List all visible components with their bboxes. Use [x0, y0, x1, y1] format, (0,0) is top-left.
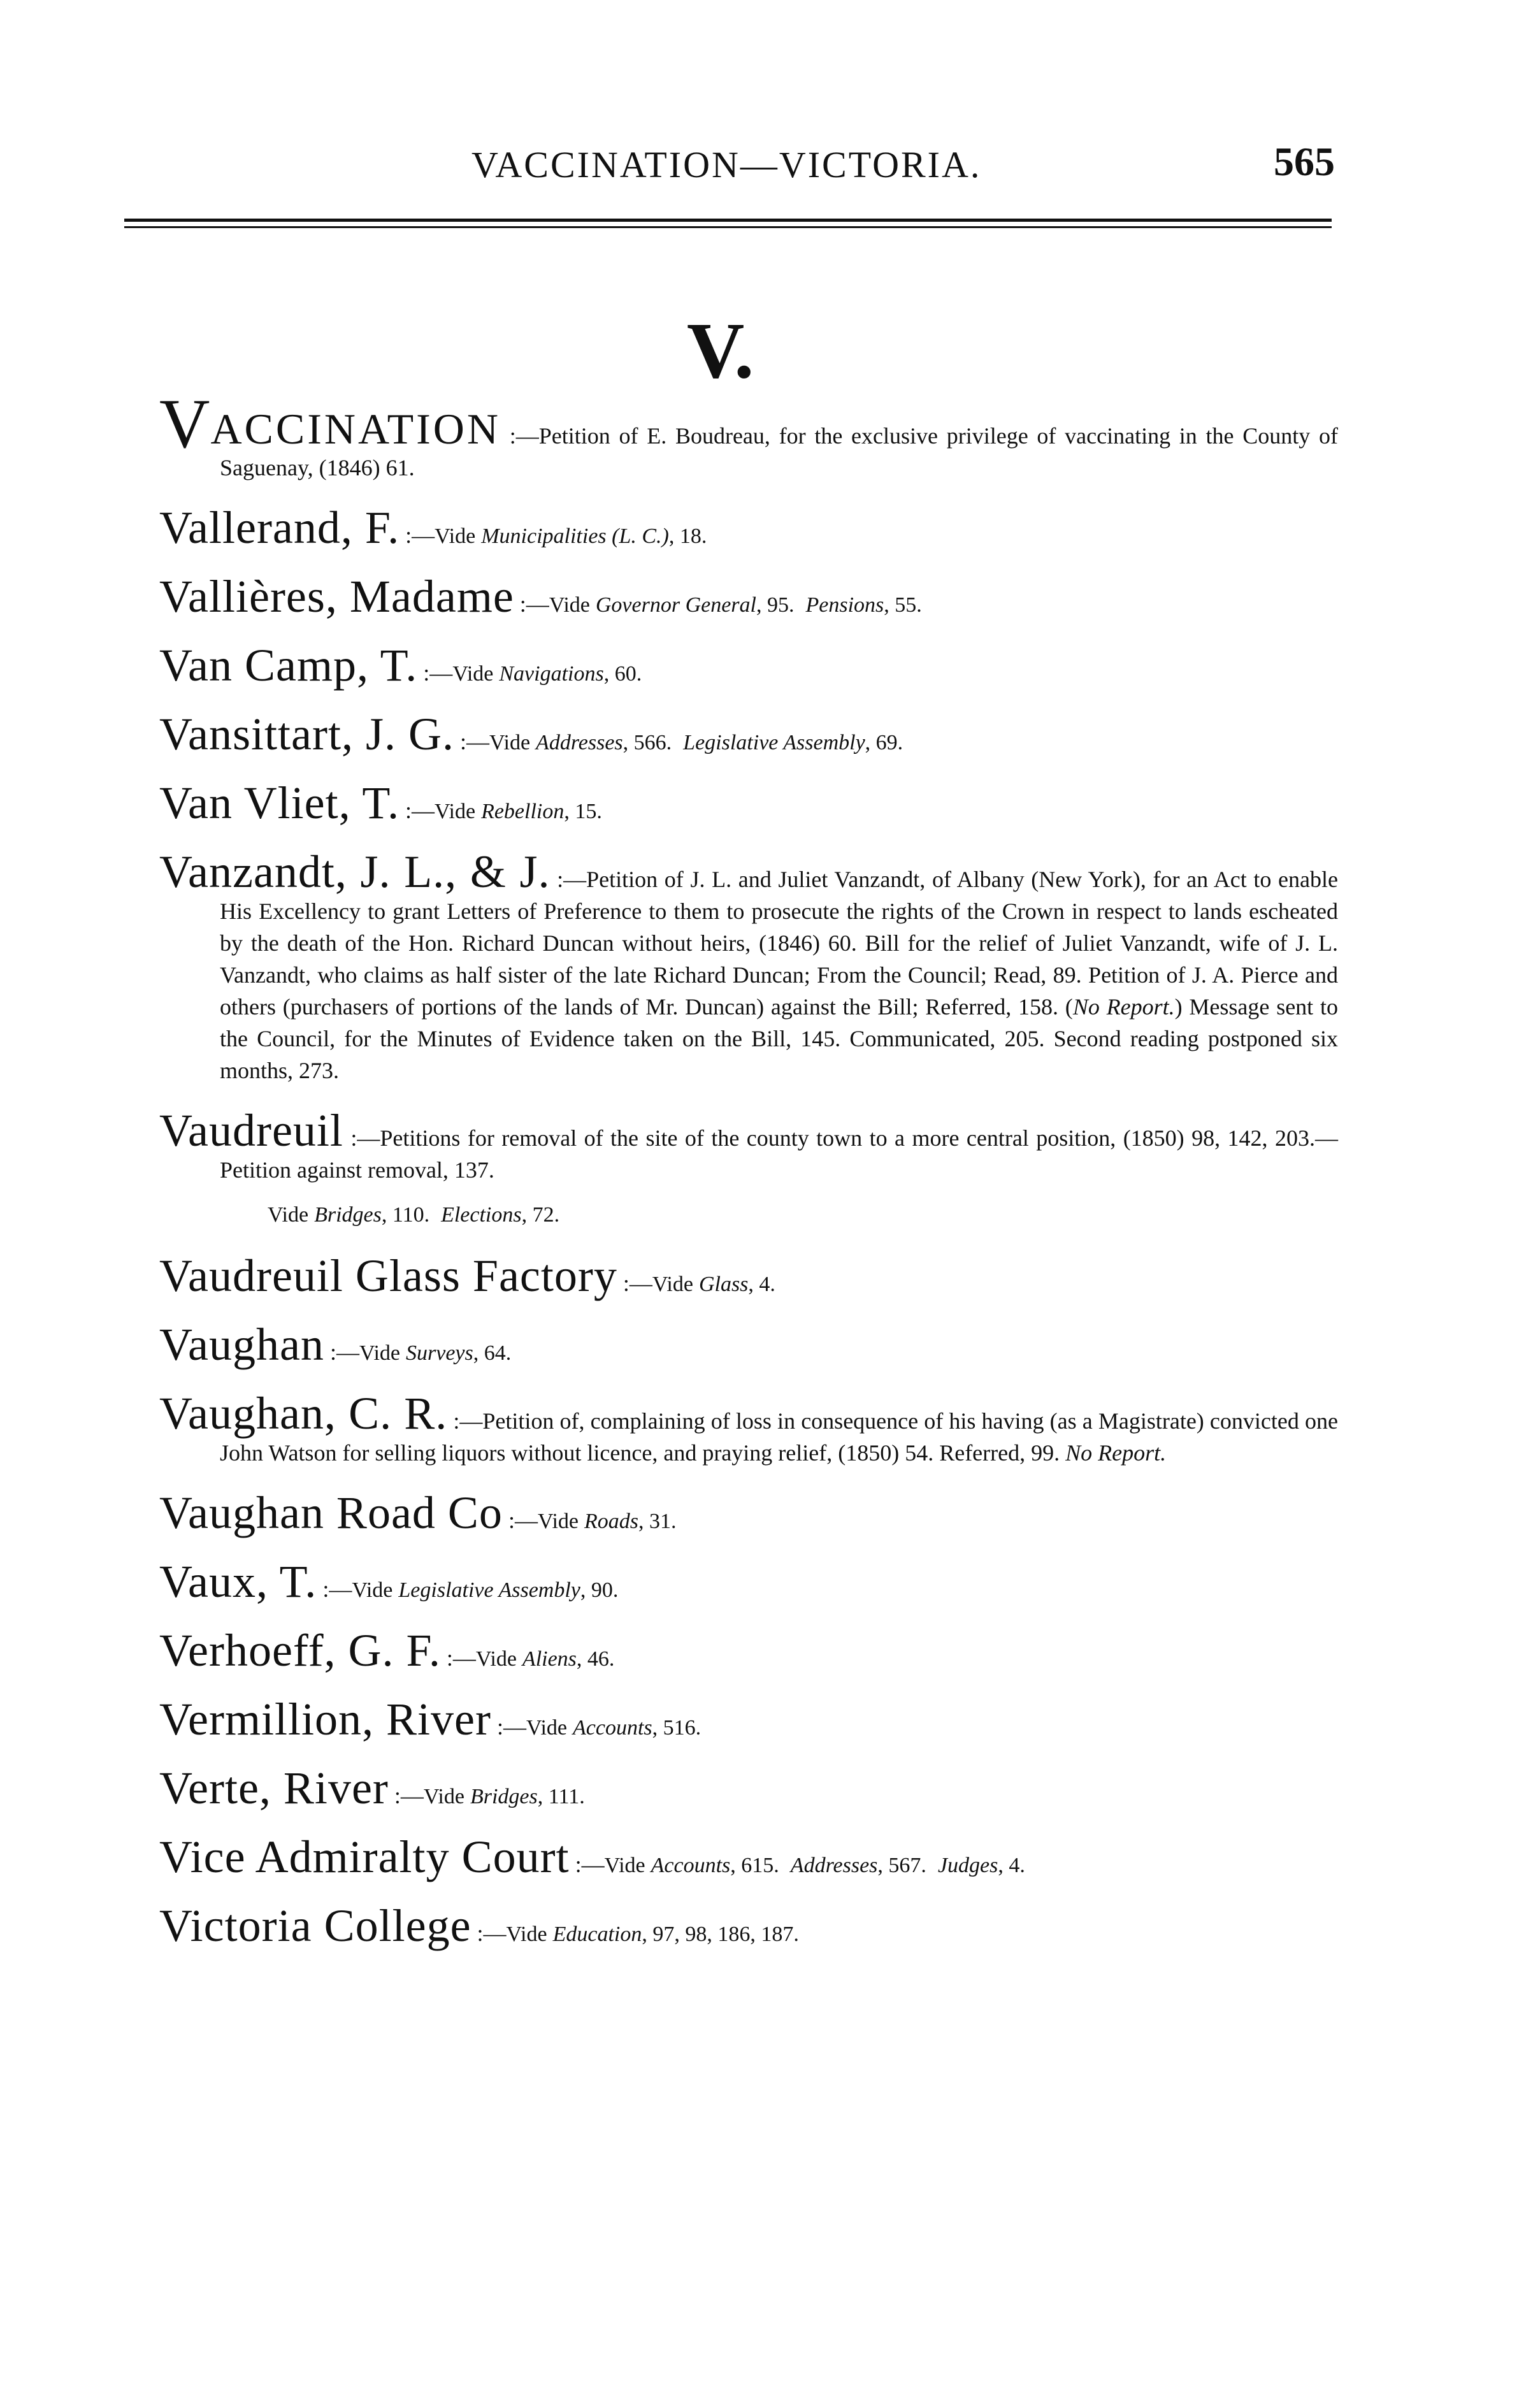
entry-separator: :— — [417, 660, 453, 686]
vide-label: Vide — [359, 1341, 401, 1365]
vide-label: Vide — [506, 1922, 547, 1946]
index-entry-vaughan — [159, 1319, 1338, 1370]
vide-label: Vide — [549, 593, 590, 617]
cross-reference: Legislative Assembly, 69. — [683, 731, 903, 754]
index-entry-van-vliet — [159, 777, 1338, 828]
entry-headword: Vermillion, River — [159, 1694, 491, 1745]
cross-reference: Bridges, 111. — [470, 1785, 585, 1808]
index-entry-vaccination — [159, 385, 1338, 484]
vide-label: Vide — [652, 1273, 693, 1296]
entry-separator: :— — [502, 1508, 538, 1533]
running-title: VACCINATION—VICTORIA. — [471, 144, 982, 185]
entry-headword: Vaudreuil Glass Factory — [159, 1250, 617, 1301]
index-entry-vallerand — [159, 502, 1338, 553]
cross-reference: Judges, 4. — [937, 1854, 1025, 1877]
vide-label: Vide — [435, 524, 476, 548]
entry-separator: :— — [388, 1783, 424, 1808]
entry-separator: :— — [514, 591, 549, 617]
index-entry-vallieres — [159, 571, 1338, 622]
no-report-note: No Report. — [1065, 1440, 1167, 1466]
entry-headword: Victoria College — [159, 1900, 471, 1951]
cross-reference: Elections, 72. — [441, 1203, 560, 1227]
entry-separator: :— — [317, 1576, 352, 1602]
index-entry-vaudreuil — [159, 1105, 1338, 1186]
entry-separator: :— — [440, 1645, 476, 1671]
entry-separator: :— — [491, 1714, 526, 1740]
entry-headword: Vansittart, J. G. — [159, 709, 454, 760]
entry-text: Petitions for removal of the site of the county town to a more central position, (1850) 98, 142, 203.—Petition against removal, 137. — [220, 1125, 1338, 1183]
vide-label: Vide — [475, 1647, 517, 1671]
cross-reference: Addresses, 567. — [790, 1854, 926, 1877]
vide-label: Vide — [435, 800, 476, 823]
index-entry-verhoeff — [159, 1625, 1338, 1676]
cross-reference: Navigations, 60. — [499, 662, 642, 686]
index-entry-vaughan-road-co — [159, 1487, 1338, 1538]
vide-label: Vide — [604, 1854, 645, 1877]
index-entry-van-camp — [159, 640, 1338, 691]
vide-label: Vide — [452, 662, 494, 686]
entry-headword: Vaughan, C. R. — [159, 1388, 448, 1439]
entry-headword: Vaux, T. — [159, 1556, 317, 1607]
entry-headword: Vanzandt, J. L., & J. — [159, 846, 551, 897]
header-rule — [124, 219, 1332, 222]
header-rule-thin — [124, 226, 1332, 228]
entry-headword: Vaughan Road Co — [159, 1487, 503, 1538]
no-report-note: No Report. — [1072, 994, 1175, 1020]
cross-reference: Aliens, 46. — [522, 1647, 615, 1671]
entry-separator: :— — [447, 1408, 483, 1434]
entry-separator: :— — [471, 1921, 507, 1946]
index-entry-verte-river — [159, 1763, 1338, 1814]
entry-text-continued: ) Message sent to the Council, for the Minutes of Evidence taken on the Bill, 145. Communicated, 205. Second reading postponed six months, 273. — [220, 994, 1338, 1083]
entry-separator: :— — [324, 1339, 359, 1365]
vaudreuil-cross-references — [159, 1197, 1338, 1232]
entry-headword: Van Vliet, T. — [159, 777, 399, 828]
index-entry-vermillion-river — [159, 1694, 1338, 1745]
entry-headword — [159, 385, 501, 463]
entry-headword: Verhoeff, G. F. — [159, 1625, 441, 1676]
cross-reference: Glass, 4. — [698, 1273, 775, 1296]
index-entry-vaudreuil-glass-factory — [159, 1250, 1338, 1301]
vide-label: Vide — [268, 1203, 309, 1227]
page-number: 565 — [1274, 139, 1335, 184]
entry-headword: Vallières, Madame — [159, 571, 514, 622]
cross-reference: Education, 97, 98, 186, 187. — [552, 1922, 799, 1946]
entry-headword: Vice Admiralty Court — [159, 1831, 570, 1882]
entry-separator: :— — [343, 1125, 380, 1151]
entry-separator: :— — [501, 423, 539, 449]
vide-label: Vide — [352, 1578, 393, 1602]
headword-rest: ACCINATION — [210, 405, 501, 453]
vide-label: Vide — [526, 1716, 568, 1740]
cross-reference: Accounts, 615. — [651, 1854, 779, 1877]
vide-label: Vide — [423, 1785, 464, 1808]
index-entry-vaux — [159, 1556, 1338, 1607]
cross-reference: Rebellion, 15. — [481, 800, 602, 823]
cross-reference: Pensions, 55. — [805, 593, 922, 617]
cross-reference: Roads, 31. — [584, 1510, 677, 1533]
index-entry-vansittart — [159, 709, 1338, 760]
entry-text: Petition of E. Boudreau, for the exclusive privilege of vaccinating in the County of Saguenay, (1846) 61. — [220, 423, 1338, 480]
entry-separator: :— — [550, 867, 587, 892]
index-entry-vice-admiralty-court — [159, 1831, 1338, 1882]
cross-reference: Governor General, 95. — [595, 593, 795, 617]
entry-headword: Vaughan — [159, 1319, 324, 1370]
headword-initial: V — [159, 385, 211, 463]
cross-reference: Municipalities (L. C.), 18. — [481, 524, 707, 548]
entry-separator: :— — [569, 1852, 605, 1877]
cross-reference: Surveys, 64. — [406, 1341, 512, 1365]
entry-text: Petition of J. L. and Juliet Vanzandt, of Albany (New York), for an Act to enable His Excellency to grant Letters of Preference to them to prosecute the rights of the Crown in respect to lands escheated by the death of the Hon. Richard Duncan without heirs, (1846) 60. Bill for the relief of Juliet Vanzandt, wife of J. L. Vanzandt, who claims as half sister of the late Richard Duncan; From the Council; Read, 89. Petition of J. A. Pierce and others (purchasers of portions of the lands of Mr. Duncan) against the Bill; Referred, 158. ( — [220, 867, 1338, 1020]
index-entries — [159, 385, 1338, 1951]
entry-separator: :— — [399, 523, 435, 548]
entry-separator: :— — [454, 729, 489, 754]
running-head — [115, 131, 1335, 188]
index-entry-vaughan-c-r — [159, 1388, 1338, 1469]
vide-label: Vide — [489, 731, 531, 754]
section-letter: V. — [687, 307, 754, 395]
index-entry-victoria-college — [159, 1900, 1338, 1951]
entry-headword: Vaudreuil — [159, 1105, 343, 1156]
entry-headword: Vallerand, F. — [159, 502, 400, 553]
cross-reference: Legislative Assembly, 90. — [398, 1578, 619, 1602]
cross-reference: Bridges, 110. — [314, 1203, 430, 1227]
index-entry-vanzandt — [159, 846, 1338, 1086]
entry-headword: Verte, River — [159, 1763, 389, 1814]
vide-label: Vide — [537, 1510, 579, 1533]
cross-reference: Addresses, 566. — [536, 731, 672, 754]
entry-separator: :— — [399, 798, 435, 823]
entry-text: Petition of, complaining of loss in consequence of his having (as a Magistrate) convicted one John Watson for selling liquors without licence, and praying relief, (1850) 54. Referred, 99. — [220, 1408, 1338, 1466]
cross-reference: Accounts, 516. — [573, 1716, 702, 1740]
entry-headword: Van Camp, T. — [159, 640, 418, 691]
entry-separator: :— — [617, 1271, 652, 1296]
